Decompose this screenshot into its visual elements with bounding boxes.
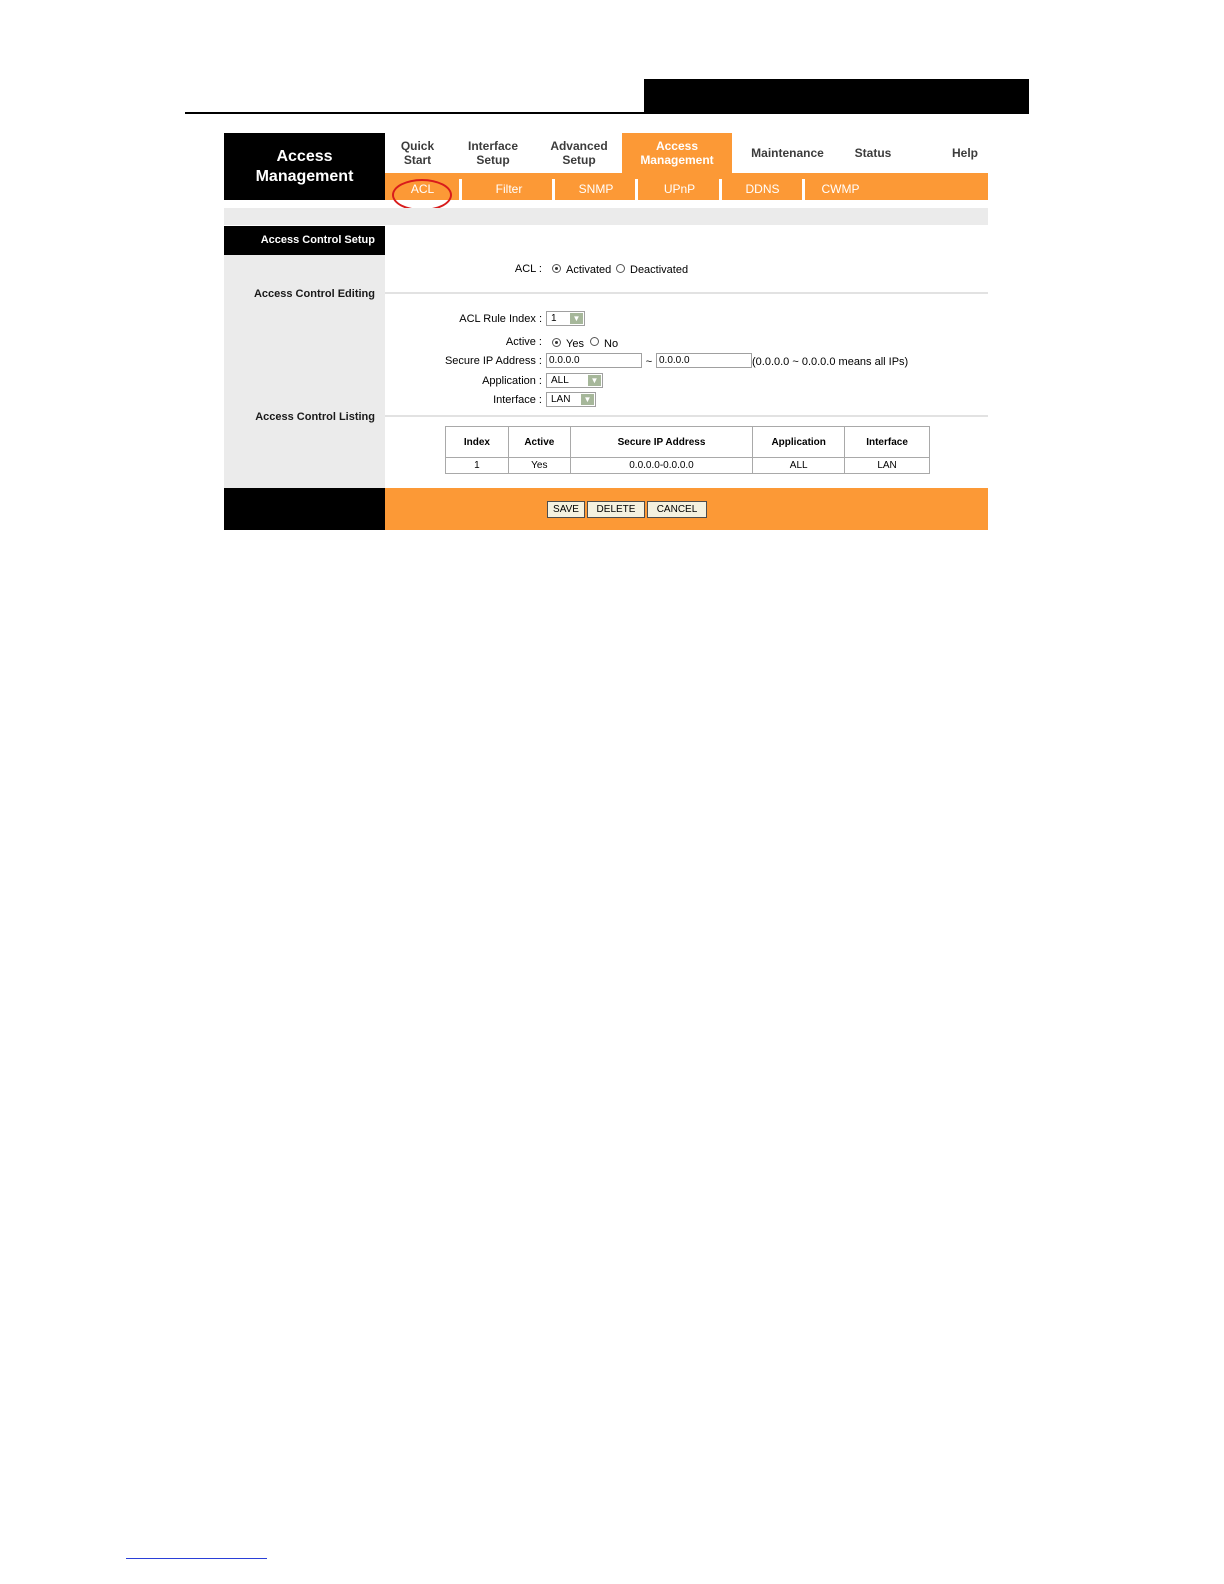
- subnav-snmp[interactable]: SNMP: [578, 182, 614, 196]
- access-control-editing-label: Access Control Editing: [253, 288, 375, 300]
- page-title-logo: [224, 133, 385, 200]
- ip-end-input[interactable]: 0.0.0.0: [656, 353, 752, 368]
- section-divider: [385, 415, 988, 417]
- subnav-filter[interactable]: Filter: [495, 182, 523, 196]
- subnav-divider: [802, 179, 805, 200]
- column-header-secure-ip: Secure IP Address: [570, 427, 752, 458]
- nav-access-management[interactable]: [622, 133, 732, 173]
- subnav-upnp[interactable]: UPnP: [663, 182, 696, 196]
- table-header-row: [446, 427, 930, 458]
- document-footer-rule: [126, 1558, 267, 1559]
- chevron-down-icon: ▼: [581, 394, 594, 405]
- rule-index-select[interactable]: [546, 311, 585, 326]
- access-control-listing-label: Access Control Listing: [255, 411, 375, 423]
- table-row[interactable]: [446, 458, 930, 474]
- document-header-rule: [185, 112, 1029, 114]
- subnav-divider: [635, 179, 638, 200]
- nav-interface-setup-line2: Setup: [476, 153, 510, 167]
- nav-quick-start[interactable]: [385, 133, 450, 173]
- ip-hint: (0.0.0.0 ~ 0.0.0.0 means all IPs): [752, 356, 909, 368]
- acl-deactivated-label: Deactivated: [630, 264, 689, 276]
- nav-access-management-line1: Access: [655, 139, 699, 153]
- nav-interface-setup[interactable]: [453, 133, 533, 173]
- rule-index-value: 1: [551, 313, 557, 324]
- nav-maintenance[interactable]: [740, 133, 835, 173]
- section-divider: [385, 292, 988, 294]
- ip-range-separator: ~: [645, 356, 653, 368]
- cancel-button[interactable]: CANCEL: [647, 501, 707, 518]
- cell-interface: LAN: [845, 458, 930, 474]
- subnav-divider: [459, 179, 462, 200]
- column-header-interface: Interface: [845, 427, 930, 458]
- nav-quick-start-line2: Start: [403, 153, 432, 167]
- cell-active: Yes: [508, 458, 570, 474]
- cell-index: 1: [446, 458, 509, 474]
- active-yes-label: Yes: [566, 338, 584, 350]
- nav-advanced-setup-line2: Setup: [562, 153, 596, 167]
- footer-left-block: [224, 488, 385, 530]
- logo-line-1: Access: [276, 147, 333, 165]
- nav-quick-start-line1: Quick: [400, 139, 435, 153]
- interface-label: Interface :: [493, 394, 542, 406]
- nav-advanced-setup[interactable]: [536, 133, 622, 173]
- active-yes-radio[interactable]: [552, 338, 561, 347]
- acl-activated-label: Activated: [566, 264, 612, 276]
- logo-line-2: Management: [255, 167, 354, 185]
- rule-index-label: ACL Rule Index :: [459, 313, 542, 325]
- highlight-circle-annotation: [392, 179, 452, 211]
- application-select[interactable]: [546, 373, 603, 388]
- save-button[interactable]: SAVE: [547, 501, 585, 518]
- document-header-bar: [644, 79, 1029, 114]
- column-header-index: Index: [446, 427, 509, 458]
- column-header-application: Application: [753, 427, 845, 458]
- acl-label: ACL :: [514, 263, 542, 275]
- subnav-divider: [719, 179, 722, 200]
- cell-secure-ip: 0.0.0.0-0.0.0.0: [570, 458, 752, 474]
- active-no-label: No: [604, 338, 619, 350]
- application-value: ALL: [551, 375, 569, 386]
- nav-interface-setup-line1: Interface: [467, 139, 519, 153]
- interface-value: LAN: [551, 394, 571, 405]
- subnav-cwmp[interactable]: CWMP: [821, 182, 860, 196]
- nav-status-label: Status: [854, 146, 892, 160]
- subnav-acl[interactable]: ACL: [410, 182, 435, 196]
- nav-access-management-line2: Management: [640, 153, 714, 167]
- active-no-radio[interactable]: [590, 337, 599, 346]
- interface-select[interactable]: [546, 392, 596, 407]
- chevron-down-icon: ▼: [570, 313, 583, 324]
- delete-button[interactable]: DELETE: [587, 501, 645, 518]
- acl-listing-table: [445, 426, 930, 474]
- acl-activated-radio[interactable]: [552, 264, 561, 273]
- acl-deactivated-radio[interactable]: [616, 264, 625, 273]
- ip-start-input[interactable]: 0.0.0.0: [546, 353, 642, 368]
- application-label: Application :: [482, 375, 542, 387]
- nav-advanced-setup-line1: Advanced: [550, 139, 608, 153]
- subnav-ddns[interactable]: DDNS: [745, 182, 780, 196]
- nav-help[interactable]: [940, 133, 990, 173]
- nav-status[interactable]: [843, 133, 903, 173]
- nav-help-label: Help: [951, 146, 978, 160]
- column-header-active: Active: [508, 427, 570, 458]
- secure-ip-label: Secure IP Address :: [444, 355, 542, 367]
- active-label: Active :: [505, 336, 542, 348]
- section-title: Access Control Setup: [224, 226, 385, 255]
- nav-maintenance-label: Maintenance: [751, 146, 824, 160]
- cell-application: ALL: [753, 458, 845, 474]
- header-spacer-band: [224, 208, 988, 225]
- chevron-down-icon: ▼: [588, 375, 601, 386]
- subnav-divider: [552, 179, 555, 200]
